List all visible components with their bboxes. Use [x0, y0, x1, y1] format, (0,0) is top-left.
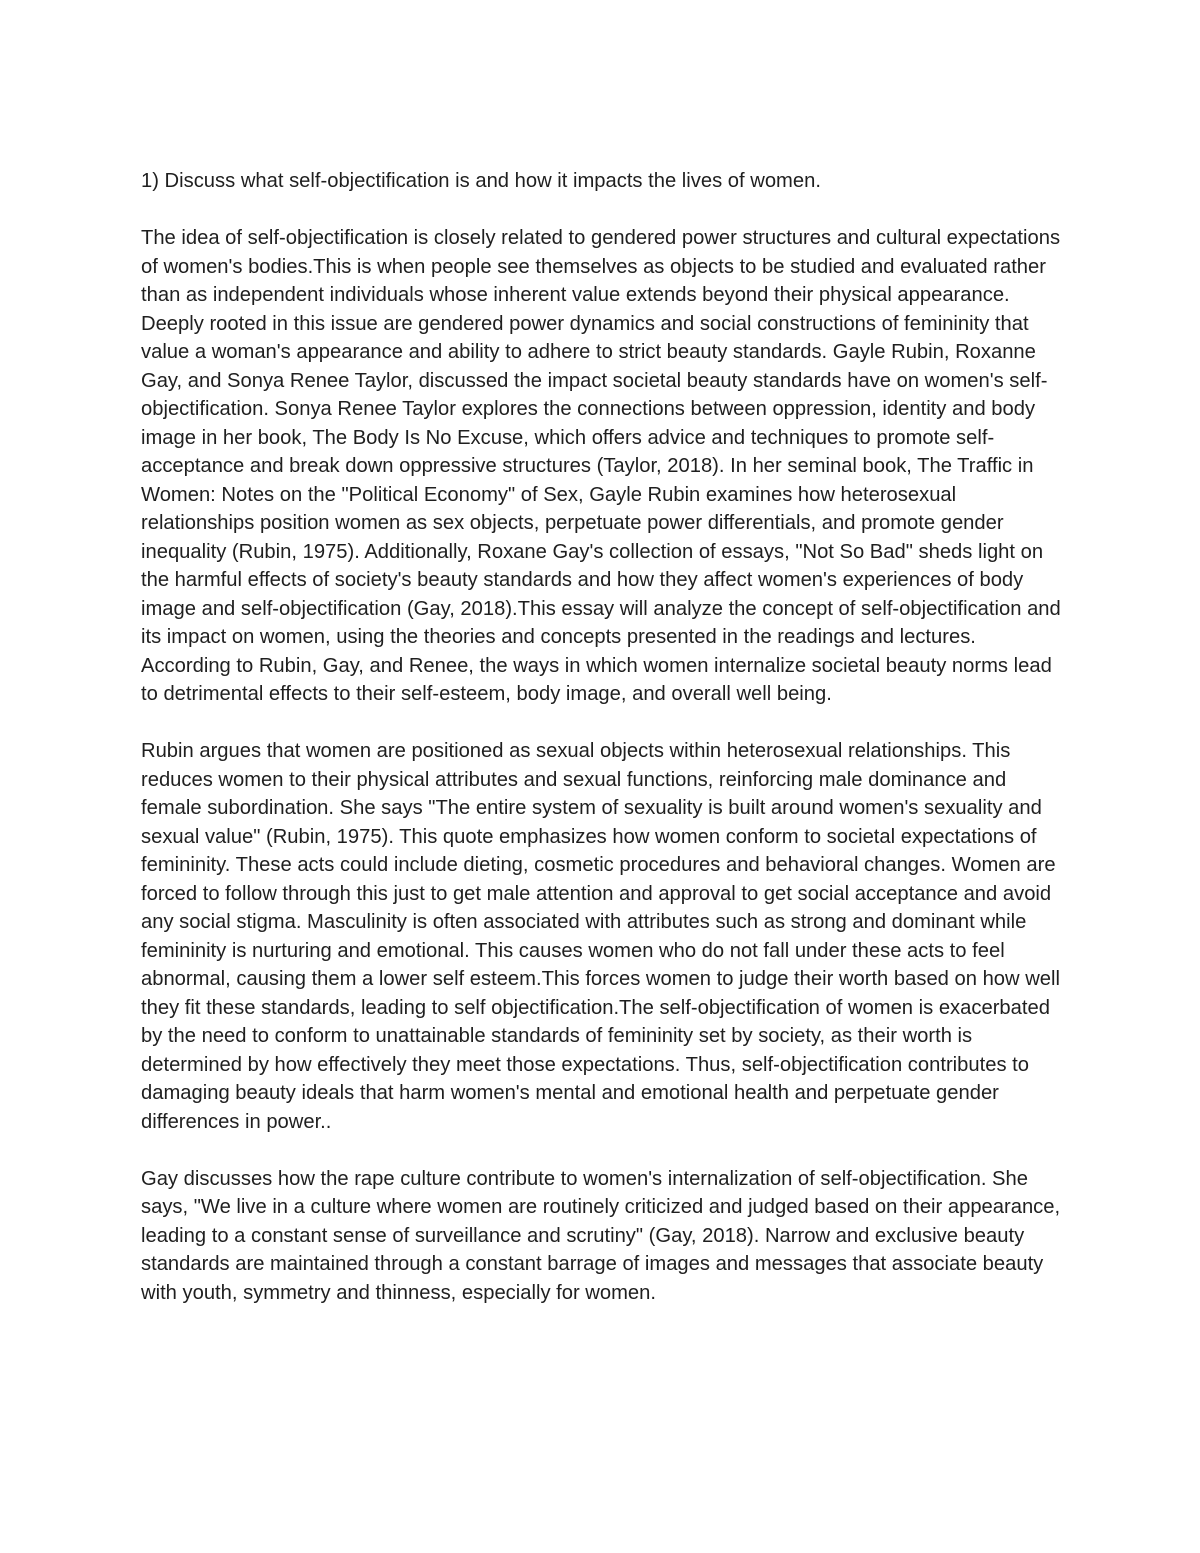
- paragraph-rubin: Rubin argues that women are positioned as sexual objects within heterosexual relationships. This reduces women to their physical attributes and sexual functions, reinforcing male dominance and female subordination. She says "The entire system of sexuality is built around women's sexuality and sexual value" (Rubin, 1975). This quote emphasizes how women conform to societal expectations of femininity. These acts could include dieting, cosmetic procedures and behavioral changes. Women are forced to follow through this just to get male attention and approval to get social acceptance and avoid any social stigma. Masculinity is often associated with attributes such as strong and dominant while femininity is nurturing and emotional. This causes women who do not fall under these acts to feel abnormal, causing them a lower self esteem.This forces women to judge their worth based on how well they fit these standards, leading to self objectification.The self-objectification of women is exacerbated by the need to conform to unattainable standards of femininity set by society, as their worth is determined by how effectively they meet those expectations. Thus, self-objectification contributes to damaging beauty ideals that harm women's mental and emotional health and perpetuate gender differences in power..: [141, 740, 1060, 1133]
- paragraph-introduction: The idea of self-objectification is closely related to gendered power structures and cultural expectations of women's bodies.This is when people see themselves as objects to be studied and evaluated rather than as independent individuals whose inherent value extends beyond their physical appearance. Deeply rooted in this issue are gendered power dynamics and social constructions of femininity that value a woman's appearance and ability to adhere to strict beauty standards. Gayle Rubin, Roxanne Gay, and Sonya Renee Taylor, discussed the impact societal beauty standards have on women's self-objectification. Sonya Renee Taylor explores the connections between oppression, identity and body image in her book, The Body Is No Excuse, which offers advice and techniques to promote self-acceptance and break down oppressive structures (Taylor, 2018). In her seminal book, The Traffic in Women: Notes on the "Political Economy" of Sex, Gayle Rubin examines how heterosexual relationships position women as sex objects, perpetuate power differentials, and promote gender inequality (Rubin, 1975). Additionally, Roxane Gay's collection of essays, "Not So Bad" sheds light on the harmful effects of society's beauty standards and how they affect women's experiences of body image and self-objectification (Gay, 2018).This essay will analyze the concept of self-objectification and its impact on women, using the theories and concepts presented in the readings and lectures. According to Rubin, Gay, and Renee, the ways in which women internalize societal beauty norms lead to detrimental effects to their self-esteem, body image, and overall well being.: [141, 227, 1061, 705]
- paragraph-gay: Gay discusses how the rape culture contribute to women's internalization of self-objectification. She says, "We live in a culture where women are routinely criticized and judged based on their appearance, leading to a constant sense of surveillance and scrutiny" (Gay, 2018). Narrow and exclusive beauty standards are maintained through a constant barrage of images and messages that associate beauty with youth, symmetry and thinness, especially for women.: [141, 1167, 1061, 1304]
- question-heading: 1) Discuss what self-objectification is and how it impacts the lives of women.: [141, 170, 821, 192]
- document-body: [141, 167, 1066, 1307]
